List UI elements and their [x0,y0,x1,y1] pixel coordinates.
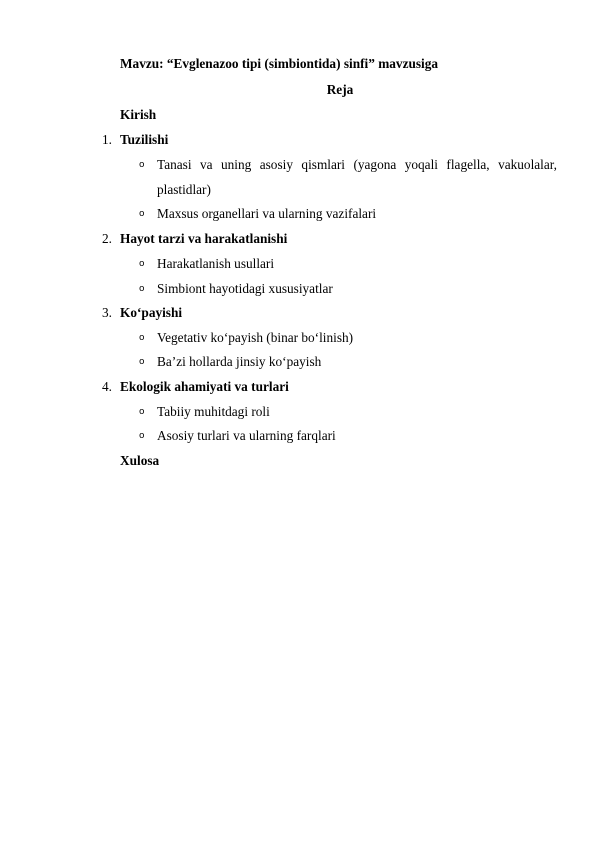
bullet-icon: o [139,259,145,269]
bullet-icon: o [139,333,145,343]
list-item: Asosiy turlari va ularning farqlari [157,428,336,443]
conclusion-heading: Xulosa [120,453,160,468]
list-item: Tanasi va uning asosiy qismlari (yagona yoqali flagella, vakuolalar, [157,157,557,172]
bullet-icon: o [139,160,145,170]
list-item: Simbiont hayotidagi xususiyatlar [157,281,333,296]
bullet-icon: o [139,357,145,367]
section-title: Koʻpayishi [120,305,183,320]
list-item: Vegetativ koʻpayish (binar boʻlinish) [157,330,354,345]
list-item: Tabiiy muhitdagi roli [157,404,270,419]
bullet-icon: o [139,431,145,441]
bullet-icon: o [139,407,145,417]
intro-heading: Kirish [120,107,157,122]
section-title: Ekologik ahamiyati va turlari [120,379,289,394]
list-item-continuation: plastidlar) [157,182,211,197]
topic-heading: Mavzu: “Evglenazoo tipi (simbiontida) sinfi” mavzusiga [120,56,439,71]
section-number: 3. [102,305,112,320]
section-number: 1. [102,132,112,147]
section-title: Hayot tarzi va harakatlanishi [120,231,288,246]
section-number: 2. [102,231,112,246]
list-item: Harakatlanish usullari [157,256,275,271]
section-title: Tuzilishi [120,132,169,147]
list-item: Ba’zi hollarda jinsiy koʻpayish [157,354,322,369]
plan-title: Reja [326,82,354,97]
bullet-icon: o [139,209,145,219]
section-number: 4. [102,379,112,394]
list-item: Maxsus organellari va ularning vazifalari [157,206,377,221]
bullet-icon: o [139,284,145,294]
